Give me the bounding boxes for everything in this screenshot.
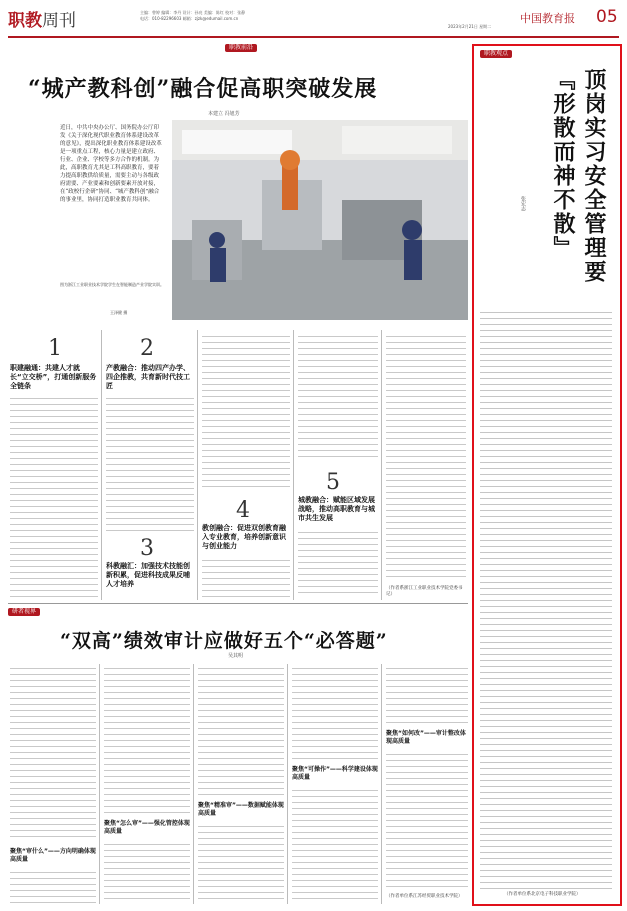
section-text-2b: [202, 332, 290, 492]
section-text-4: [202, 556, 290, 598]
section-number-4: 4: [236, 498, 250, 523]
column-rule: [101, 330, 102, 600]
article3-text-col2b: [104, 840, 190, 904]
section-tag-frontier: 职教前沿: [225, 44, 257, 52]
section-title-2: 产教融合：推动四产办学、四企推教，共育新时代技工匠: [106, 364, 190, 390]
news-photo: [172, 120, 468, 320]
article3-text-col2: [104, 664, 190, 814]
section-text-4b: [298, 332, 378, 462]
column-rule: [287, 664, 288, 904]
column-rule: [381, 330, 382, 600]
article3-subhead-1: 聚焦“审什么”——方向明确体现高质量: [10, 848, 96, 863]
article3-text-col1: [10, 664, 96, 840]
article3-title: “双高”绩效审计应做好五个“必答题”: [60, 630, 388, 652]
section-text-1: [10, 394, 98, 599]
article3-text-col3b: [198, 822, 284, 904]
article3-author-note: （作者单位系江苏经贸职业技术学院）: [386, 894, 463, 899]
article3-text-col5: [386, 664, 468, 724]
section-title-5: 城教融合：赋能区域发展战略，推动高职教育与城市共生发展: [298, 496, 375, 522]
article1-title: “城产教科创”融合促高职突破发展: [28, 76, 378, 102]
section-divider: [8, 603, 468, 604]
article3-text-col3: [198, 664, 284, 796]
article3-body: [8, 664, 468, 904]
article2-title: 顶岗实习安全管理要『形散而神不散』: [550, 68, 607, 284]
section-text-5b: [386, 332, 466, 582]
editor-line: 主编：曾婷 编辑：李丹 设计：孙亮 美编：陈红 校对：张静: [140, 10, 246, 15]
photo-caption: 图为浙江工业职业技术学院学生在智能制造产业学院实训。: [60, 282, 164, 287]
section-number-3: 3: [140, 536, 154, 561]
article3-subhead-4: 聚焦“可操作”——科学建设体现高质量: [292, 766, 378, 781]
article3-text-col5b: [386, 750, 468, 890]
editor-info: [140, 10, 370, 22]
brand-subtitle: 周刊: [42, 11, 76, 31]
column-rule: [99, 664, 100, 904]
article1-intro: 近日，中共中央办公厅、国务院办公厅印发《关于深化现代职业教育体系建设改革的意见》，提出深化职业教育体系建设改革是一项重点工程，核心力量是建立政府、行业、企业、学校等多方合作的机制。为此，高职教育尤其是工科高职教育，要着力提高职教供给质量，需要主动与各级政府需要、产业要素和创新要素开放对接，在“政校行企研”协同、“城产教科创”融合的事业里，协同打造职业教育共同体。: [60, 125, 162, 203]
section-number-2: 2: [140, 336, 154, 361]
article3-byline: 吴其明: [228, 653, 244, 659]
masthead: [0, 0, 627, 34]
section-number-1: 1: [48, 336, 62, 361]
page-number: 05: [596, 7, 618, 27]
newspaper-name: 中国教育报: [520, 12, 575, 25]
article3-text-col1b: [10, 868, 96, 904]
article1-author-note: （作者系浙江工业职业技术学院党委书记）: [386, 586, 463, 597]
column-rule: [193, 664, 194, 904]
section-title-3: 科教融汇：加强技术技能创新积累，促进科技成果反哺人才培养: [106, 562, 190, 588]
article2-byline: 张宏志: [520, 196, 526, 211]
training-workshop-image: [172, 120, 468, 320]
article2-box: [472, 44, 622, 906]
article2-author-note: （作者单位系北京电子科技职业学院）: [504, 892, 581, 897]
section-number-5: 5: [326, 470, 340, 495]
section-tag-research: 研者视界: [8, 608, 40, 616]
article1-body: [8, 330, 468, 600]
article2-body: [480, 308, 612, 890]
article3-subhead-5: 聚焦“如何改”——审计整改体现高质量: [386, 730, 466, 745]
section-text-2: [106, 394, 194, 534]
photo-credit: 王泽健 摄: [110, 310, 128, 315]
section-text-5: [298, 528, 378, 598]
article3-subhead-2: 聚焦“怎么审”——强化管控体现高质量: [104, 820, 190, 835]
header-rule: [8, 36, 619, 38]
column-rule: [197, 330, 198, 600]
contact-line: 电话：010-82296603 邮箱：zjzk@edumail.com.cn: [140, 16, 239, 21]
column-rule: [381, 664, 382, 904]
brand-title: 职教周刊: [8, 11, 76, 31]
article3-text-col4: [292, 664, 378, 760]
article1-byline: 本建立 冯旭芳: [208, 111, 240, 117]
section-tag-opinion: 职教观点: [480, 50, 512, 58]
section-title-4: 教创融合：促进双创教育融入专业教育，培养创新意识与创业能力: [202, 524, 286, 550]
section-title-1: 职建融通：共建人才就长“立交桥”，打通创新服务全链条: [10, 364, 97, 390]
column-rule: [293, 330, 294, 600]
article3-text-col4b: [292, 786, 378, 904]
issue-date: 2023年2月21日 星期二: [448, 24, 492, 29]
article3-subhead-3: 聚焦“精准审”——数据赋能体现高质量: [198, 802, 284, 817]
